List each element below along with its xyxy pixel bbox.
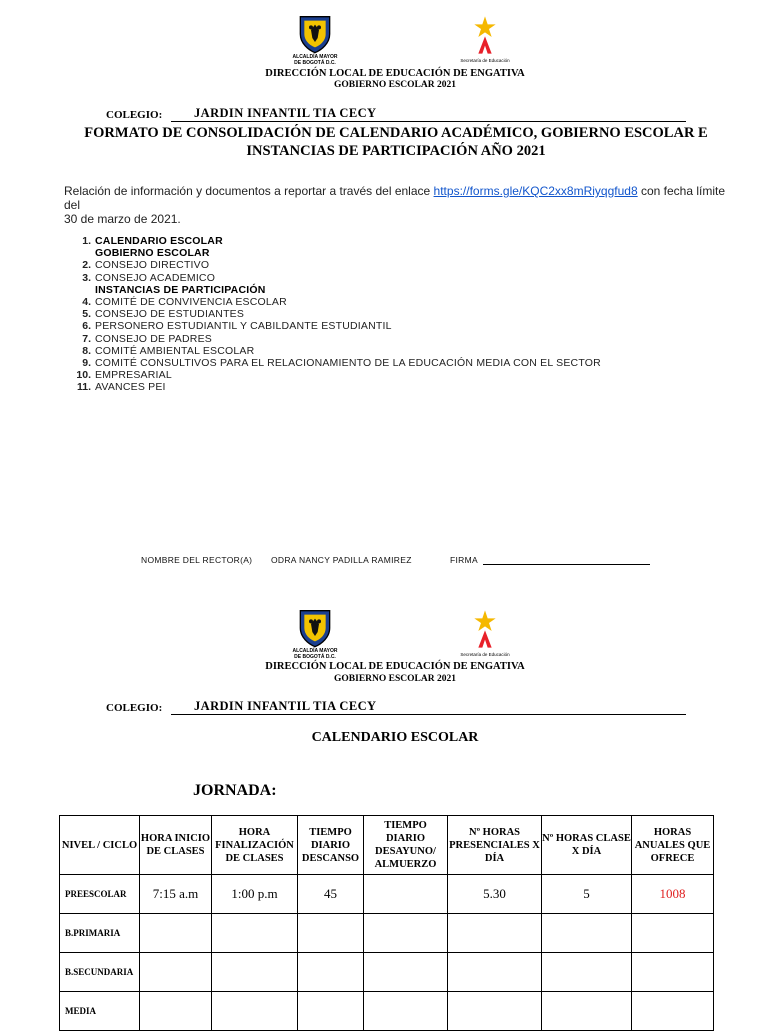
table-cell: 1:00 p.m (212, 875, 298, 914)
rector-name: ODRA NANCY PADILLA RAMIREZ (271, 555, 412, 565)
intro-text: Relación de información y documentos a reportar a través del enlace (64, 184, 434, 198)
list-item-number: 5. (82, 308, 91, 321)
colegio-name-2: JARDIN INFANTIL TIA CECY (194, 699, 377, 713)
col-header-horas-clase: Nº HORAS CLASE X DÍA (542, 816, 632, 875)
logo-caption-line2: DE BOGOTÁ D.C. (294, 654, 336, 660)
bogota-shield-icon (295, 608, 335, 648)
document-list (62, 235, 762, 394)
table-cell-highlight: 1008 (632, 875, 714, 914)
list-item (62, 333, 762, 345)
list-item-text: COMITÉ AMBIENTAL ESCOLAR (95, 344, 255, 357)
row-level: B.SECUNDARIA (60, 953, 140, 992)
table-cell: 7:15 a.m (140, 875, 212, 914)
list-item-text: EMPRESARIAL (95, 369, 172, 382)
row-level: PREESCOLAR (60, 875, 140, 914)
jornada-label: JORNADA: (193, 782, 277, 799)
col-header-hora-inicio: HORA INICIO DE CLASES (140, 816, 212, 875)
gobierno-subtitle: GOBIERNO ESCOLAR 2021 (334, 80, 456, 90)
list-item (62, 284, 762, 296)
list-item-text: CONSEJO DIRECTIVO (95, 259, 210, 272)
secretaria-logo-2 (455, 606, 515, 657)
list-item (62, 308, 762, 320)
bogota-shield-icon (295, 14, 335, 54)
table-cell (364, 953, 448, 992)
table-cell (298, 992, 364, 1031)
star-chevron-icon (465, 12, 505, 58)
list-item-number: 11. (76, 381, 91, 394)
col-header-nivel: NIVEL / CICLO (60, 816, 140, 875)
list-item-text: CONSEJO ACADEMICO (95, 271, 216, 284)
list-item (62, 345, 762, 357)
table-cell (542, 914, 632, 953)
table-cell (364, 914, 448, 953)
list-item (62, 320, 762, 332)
table-cell (364, 992, 448, 1031)
list-item-number: 3. (82, 271, 91, 284)
table-cell (298, 953, 364, 992)
table-cell (298, 914, 364, 953)
table-cell (542, 992, 632, 1031)
list-item-number: 4. (82, 296, 91, 309)
table-row (60, 992, 714, 1031)
row-level: B.PRIMARIA (60, 914, 140, 953)
list-item (62, 272, 762, 284)
table-cell (632, 914, 714, 953)
forms-link[interactable]: https://forms.gle/KQC2xx8mRiyqgfud8 (433, 184, 638, 198)
list-item-text: GOBIERNO ESCOLAR (95, 247, 210, 260)
list-item (62, 369, 762, 381)
list-item (62, 235, 762, 247)
list-item-number: 1. (82, 235, 91, 247)
secretaria-logo (455, 12, 515, 63)
gobierno-subtitle-2: GOBIERNO ESCOLAR 2021 (334, 674, 456, 684)
table-cell: 5.30 (448, 875, 542, 914)
table-cell (212, 914, 298, 953)
list-item (62, 381, 762, 393)
table-cell (448, 914, 542, 953)
list-item-text: INSTANCIAS DE PARTICIPACIÓN (95, 283, 266, 296)
table-row (60, 875, 714, 914)
logo-caption-line1: ALCALDÍA MAYOR (292, 54, 338, 60)
list-item-text: AVANCES PEI (95, 381, 166, 394)
colegio-underline-2 (171, 714, 686, 715)
secretaria-caption: Secretaría de Educación (460, 652, 510, 657)
col-header-descanso: TIEMPO DIARIO DESCANSO (298, 816, 364, 875)
logo-caption-line1: ALCALDÍA MAYOR (292, 648, 338, 654)
table-header-row (60, 816, 714, 875)
colegio-label: COLEGIO: (106, 109, 163, 121)
table-cell (140, 992, 212, 1031)
list-item-text: CALENDARIO ESCOLAR (95, 235, 223, 247)
list-item-number (62, 284, 95, 296)
page-title-line2: INSTANCIAS DE PARTICIPACIÓN AÑO 2021 (246, 143, 546, 159)
list-item-text: CONSEJO DE ESTUDIANTES (95, 308, 245, 321)
list-item-text: CONSEJO DE PADRES (95, 332, 212, 345)
table-cell (364, 875, 448, 914)
list-item-number (62, 247, 95, 259)
firma-label: FIRMA (450, 555, 478, 565)
col-header-hora-fin: HORA FINALIZACIÓN DE CLASES (212, 816, 298, 875)
table-cell (212, 992, 298, 1031)
intro-paragraph (64, 184, 744, 226)
table-cell: 5 (542, 875, 632, 914)
colegio-label-2: COLEGIO: (106, 702, 163, 714)
secretaria-caption: Secretaría de Educación (460, 58, 510, 63)
list-item-number: 2. (82, 259, 91, 272)
intro-text-after: con fecha límite del (64, 184, 726, 212)
table-cell (212, 953, 298, 992)
table-cell (448, 953, 542, 992)
intro-text-line2: 30 de marzo de 2021. (64, 212, 181, 226)
bogota-shield-logo (285, 14, 345, 66)
direccion-title: DIRECCIÓN LOCAL DE EDUCACIÓN DE ENGATIVA (265, 68, 525, 79)
row-level: MEDIA (60, 992, 140, 1031)
col-header-desayuno: TIEMPO DIARIO DESAYUNO/ ALMUERZO (364, 816, 448, 875)
page-title-line1: FORMATO DE CONSOLIDACIÓN DE CALENDARIO ACADÉMICO, GOBIERNO ESCOLAR E (84, 125, 708, 141)
col-header-horas-presenciales: Nº HORAS PRESENCIALES X DÍA (448, 816, 542, 875)
star-chevron-icon (465, 606, 505, 652)
list-item-number: 10. (76, 369, 91, 382)
col-header-horas-anuales: HORAS ANUALES QUE OFRECE (632, 816, 714, 875)
list-item-text: COMITÉ CONSULTIVOS PARA EL RELACIONAMIENTO DE LA EDUCACIÓN MEDIA CON EL SECTOR (95, 357, 601, 370)
table-cell (140, 953, 212, 992)
list-item-number: 6. (82, 320, 91, 333)
table-cell (140, 914, 212, 953)
list-item (62, 296, 762, 308)
firma-signature-line (483, 564, 650, 565)
calendar-table (59, 815, 714, 1031)
colegio-underline (171, 121, 686, 122)
bogota-shield-logo-2 (285, 608, 345, 660)
list-item-number: 8. (82, 344, 91, 357)
table-row (60, 953, 714, 992)
logo-caption-line2: DE BOGOTÁ D.C. (294, 60, 336, 66)
table-cell: 45 (298, 875, 364, 914)
table-cell (448, 992, 542, 1031)
list-item (62, 259, 762, 271)
table-cell (632, 992, 714, 1031)
list-item-text: COMITÉ DE CONVIVENCIA ESCOLAR (95, 296, 287, 309)
list-item (62, 357, 762, 369)
list-item-text: PERSONERO ESTUDIANTIL Y CABILDANTE ESTUDIANTIL (95, 320, 392, 333)
list-item (62, 247, 762, 259)
list-item-number: 9. (82, 357, 91, 370)
table-cell (542, 953, 632, 992)
table-cell (632, 953, 714, 992)
rector-label: NOMBRE DEL RECTOR(A) (141, 555, 253, 565)
calendario-title: CALENDARIO ESCOLAR (311, 730, 479, 745)
colegio-name: JARDIN INFANTIL TIA CECY (194, 106, 377, 120)
table-row (60, 914, 714, 953)
direccion-title-2: DIRECCIÓN LOCAL DE EDUCACIÓN DE ENGATIVA (265, 661, 525, 672)
list-item-number: 7. (82, 332, 91, 345)
